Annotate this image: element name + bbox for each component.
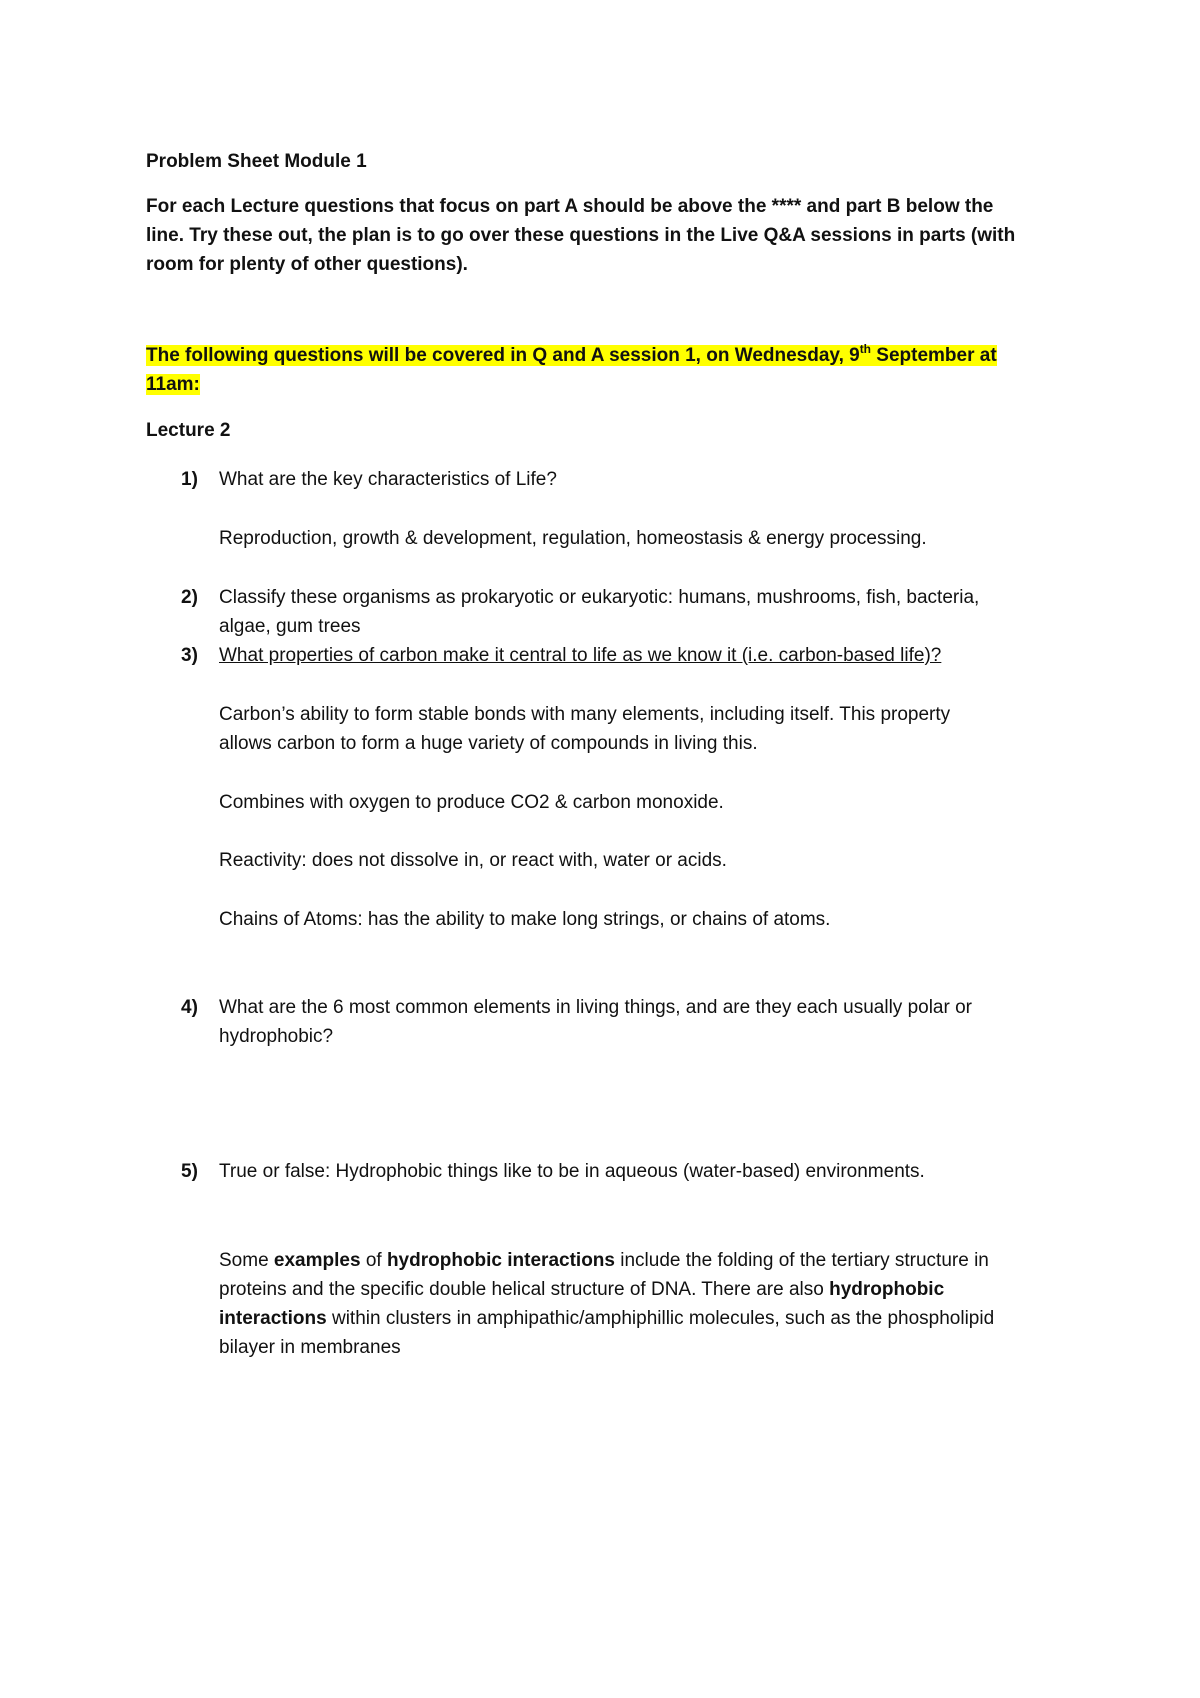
answer-emphasis: interactions [219, 1308, 327, 1329]
session-banner-text-post: September at [871, 345, 997, 366]
answer-emphasis: hydrophobic [829, 1279, 945, 1300]
question-text: algae, gum trees [219, 616, 361, 637]
session-banner-sup: th [859, 342, 872, 356]
question-text: What properties of carbon make it central to life as we know it (i.e. carbon-based life)? [219, 645, 942, 666]
intro-line-3: room for plenty of other questions). [146, 254, 468, 275]
answer-text: bilayer in membranes [219, 1337, 401, 1358]
answer-text [219, 1275, 944, 1304]
answer-text: within clusters in amphipathic/amphiphillic molecules, such as the phospholipid [326, 1308, 995, 1329]
session-banner-line-1 [146, 341, 997, 370]
document-title: Problem Sheet Module 1 [146, 151, 367, 172]
question-number: 4) [181, 997, 198, 1018]
answer-text: include the folding of the tertiary structure in [614, 1250, 989, 1271]
question-number: 3) [181, 645, 198, 666]
answer-text: Combines with oxygen to produce CO2 & carbon monoxide. [219, 792, 724, 813]
question-text: True or false: Hydrophobic things like to be in aqueous (water-based) environments. [219, 1161, 925, 1182]
lecture-heading: Lecture 2 [146, 420, 231, 441]
answer-text [219, 1304, 994, 1333]
question-number: 1) [181, 469, 198, 490]
question-text: What are the key characteristics of Life? [219, 469, 557, 490]
answer-text: Reactivity: does not dissolve in, or react with, water or acids. [219, 850, 727, 871]
answer-emphasis: hydrophobic interactions [386, 1250, 615, 1271]
session-banner-time: 11am: [146, 374, 200, 395]
answer-emphasis: examples [273, 1250, 361, 1271]
intro-line-2: line. Try these out, the plan is to go over these questions in the Live Q&A sessions in parts (with [146, 225, 1016, 246]
intro-line-1: For each Lecture questions that focus on part A should be above the **** and part B below the [146, 196, 994, 217]
session-banner-line-2 [146, 370, 200, 399]
question-text: What are the 6 most common elements in living things, and are they each usually polar or [219, 997, 972, 1018]
answer-text: of [360, 1250, 387, 1271]
answer-text: Some [219, 1250, 274, 1271]
answer-text [219, 1246, 989, 1275]
question-text: Classify these organisms as prokaryotic or eukaryotic: humans, mushrooms, fish, bacteria, [219, 587, 980, 608]
answer-text: allows carbon to form a huge variety of compounds in living this. [219, 733, 758, 754]
question-number: 2) [181, 587, 198, 608]
session-banner-text: The following questions will be covered in Q and A session 1, on Wednesday, 9 [146, 345, 860, 366]
question-number: 5) [181, 1161, 198, 1182]
answer-text: Carbon’s ability to form stable bonds with many elements, including itself. This property [219, 704, 951, 725]
answer-text: Chains of Atoms: has the ability to make long strings, or chains of atoms. [219, 909, 831, 930]
answer-text: proteins and the specific double helical structure of DNA. There are also [219, 1279, 830, 1300]
answer-text: Reproduction, growth & development, regulation, homeostasis & energy processing. [219, 528, 927, 549]
question-text: hydrophobic? [219, 1026, 334, 1047]
